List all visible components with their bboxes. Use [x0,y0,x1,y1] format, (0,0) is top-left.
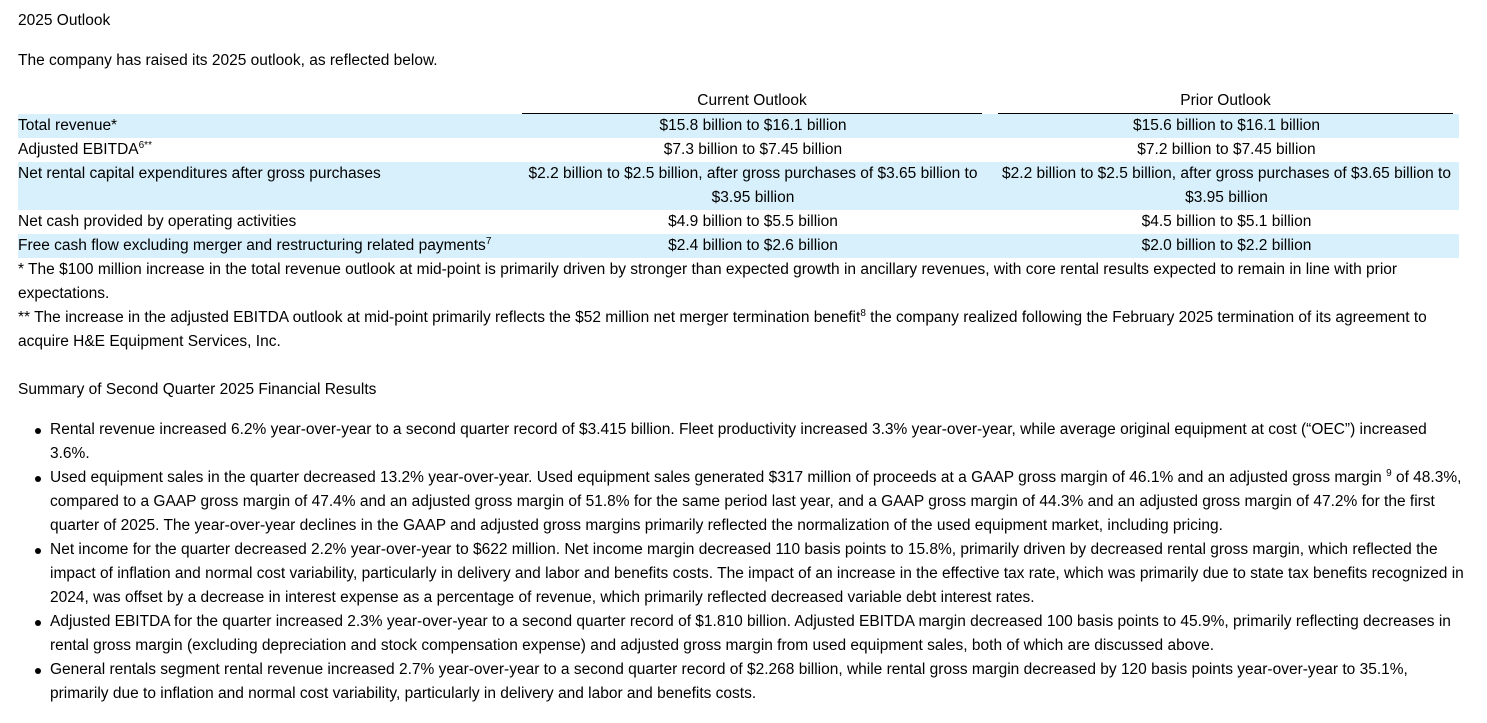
row-label: Adjusted $EBITDA^{6**}$ [18,140,152,158]
row-label: Net cash provided by operating activities [18,213,297,230]
table-row [18,138,1459,162]
outlook-table [18,89,1459,258]
table-row [18,210,1459,234]
bullet-icon [35,476,41,482]
header-prior-outlook: Prior Outlook [994,89,1459,114]
summary-list [18,418,1469,706]
current-value: $15.8 billion to $16.1 billion [518,114,988,138]
table-row [18,114,1459,138]
prior-value: $7.2 billion to $7.45 billion [1137,141,1316,158]
bullet-icon [35,428,41,434]
prior-value: $4.5 billion to $5.1 billion [1141,213,1312,230]
prior-value: $2.0 billion to $2.2 billion [994,234,1459,258]
row-label: Net rental capital expenditures after gross purchases [18,162,518,210]
bullet-icon [35,620,41,626]
current-value: $2.2 billion to $2.5 billion, after gross purchases of $3.65 billion to $3.95 billion [518,162,988,210]
section-heading: 2025 Outlook [18,12,111,29]
current-value: $7.3 billion to $7.45 billion [663,141,843,158]
table-row [18,234,1459,258]
bullet-icon [35,668,41,674]
list-item: General rentals segment rental revenue increased 2.7% year-over-year to a second quarter record of $2.268 billion, while rental gross margin decreased by 120 basis points year-over-year to 35.1%, primarily due to inflation and normal cost variability, particularly in delivery and labor and benefits costs. [50,658,1469,706]
footnote-ref: 8 [860,308,866,319]
table-row [18,162,1459,210]
bullet-icon [35,548,41,554]
footnote-revenue: * The $100 million increase in the total revenue outlook at mid-point is primarily driven by stronger than expected growth in ancillary revenues, with core rental results expected to remain in line with prior expectations. [18,261,1398,302]
prior-value: $15.6 billion to $16.1 billion [994,114,1459,138]
intro-text: The company has raised its 2025 outlook, as reflected below. [18,52,438,69]
list-item: Adjusted EBITDA for the quarter increased 2.3% year-over-year to a second quarter record of $1.810 billion. Adjusted EBITDA margin decreased 100 basis points to 45.9%, primarily reflecting decreases in rental gross margin (excluding depreciation and stock compensation expense) and adjusted gross margin from used equipment sales, both of which are discussed above. [50,610,1469,658]
list-item: Used equipment sales in the quarter decreased 13.2% year-over-year. Used equipment sales generated $317 million of proceeds at a GAAP gross margin of 46.1% and an adjusted gross margin $^9$ of 48.3%, compared to a GAAP gross margin of 47.4% and an adjusted gross margin of 51.8% for the same period last year, and a GAAP gross margin of 44.3% and an adjusted gross margin of 47.2% for the first quarter of 2025. The year-over-year declines in the GAAP and adjusted gross margins primarily reflected the normalization of the used equipment market, including pricing. [50,466,1469,538]
current-value: $2.4 billion to $2.6 billion [518,234,988,258]
prior-value: $2.2 billion to $2.5 billion, after gross purchases of $3.65 billion to $3.95 billion [994,162,1459,210]
list-item: Rental revenue increased 6.2% year-over-year to a second quarter record of $3.415 billion. Fleet productivity increased 3.3% year-over-year, while average original equipment at cost (“OEC”) increased 3.6%. [50,418,1469,466]
row-label: Total revenue* [18,114,518,138]
list-item: Net income for the quarter decreased 2.2% year-over-year to $622 million. Net income margin decreased 110 basis points to 15.8%, primarily driven by decreased rental gross margin, which reflected the impact of inflation and normal cost variability, particularly in delivery and labor and benefits costs. The impact of an increase in the effective tax rate, which was primarily due to state tax benefits recognized in 2024, was offset by a decrease in interest expense as a percentage of revenue, which primarily reflected decreased variable debt interest rates. [50,538,1469,610]
summary-title: Summary of Second Quarter 2025 Financial Results [18,381,377,398]
table-header-row [18,89,1459,114]
footnote-ref: 6** [138,140,152,151]
header-current-outlook: Current Outlook [518,89,988,114]
footnote-ref: 9 [1386,468,1392,479]
current-value: $4.9 billion to $5.5 billion [668,213,838,230]
header-blank [18,89,518,114]
footnote-ebitda: ** The increase in the adjusted EBITDA outlook at mid-point primarily reflects the $52 million net merger termination benefit$^8$ the company realized following the February 2025 termination of its agreement to acquire H&E Equipment Services, Inc. [18,308,1427,350]
footnote-ref: 7 [485,236,492,247]
row-label: Free cash flow excluding merger and restructuring related payments$^7$ [18,234,518,258]
